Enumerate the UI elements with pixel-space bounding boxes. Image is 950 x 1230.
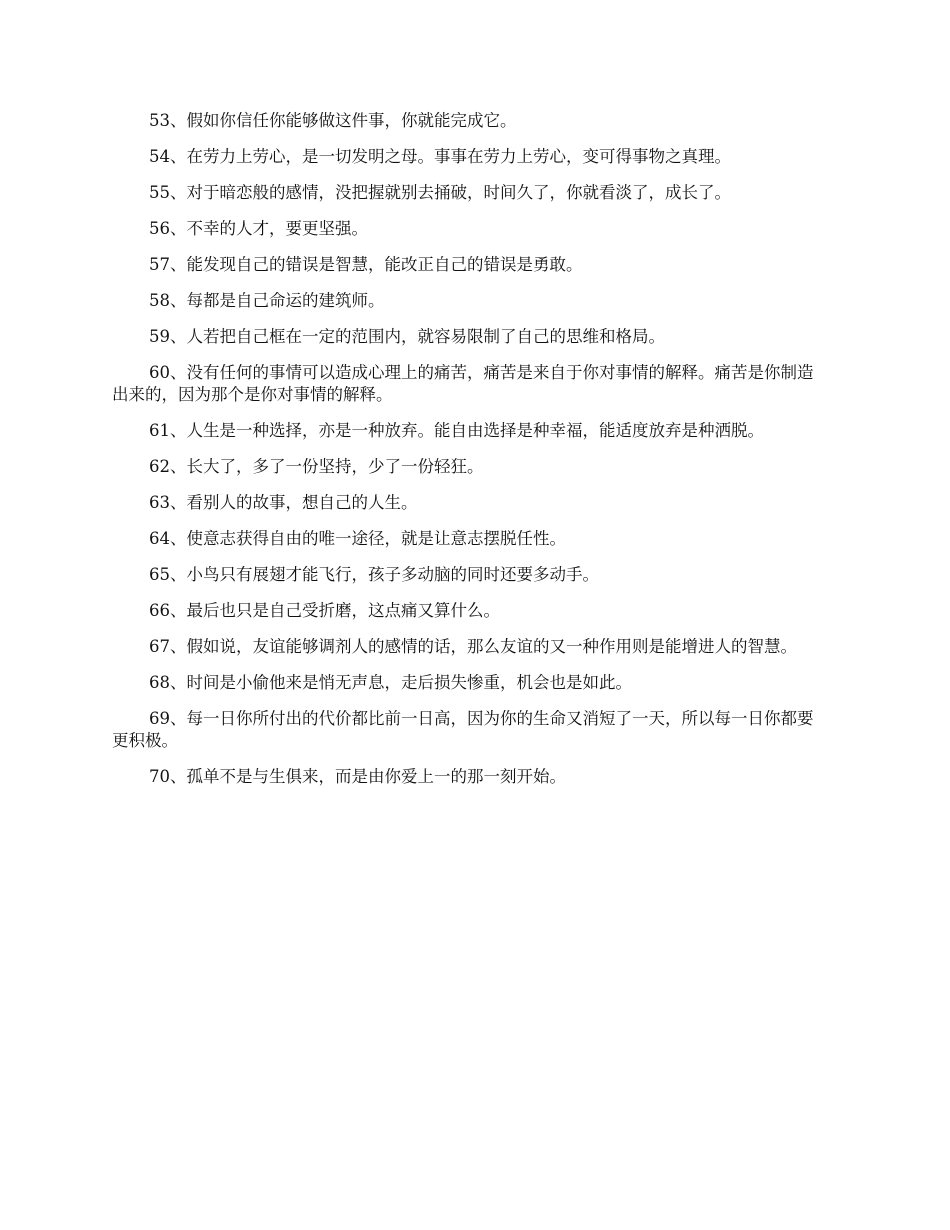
paragraph-60: 60、没有任何的事情可以造成心理上的痛苦，痛苦是来自于你对事情的解释。痛苦是你制造出来的，因为那个是你对事情的解释。 [112,363,814,404]
paragraph-55: 55、对于暗恋般的感情，没把握就别去捅破，时间久了，你就看淡了，成长了。 [149,183,731,202]
paragraph-70: 70、孤单不是与生俱来，而是由你爱上一的那一刻开始。 [149,767,566,786]
paragraph-59: 59、人若把自己框在一定的范围内，就容易限制了自己的思维和格局。 [149,327,665,346]
paragraph-54: 54、在劳力上劳心，是一切发明之母。事事在劳力上劳心，变可得事物之真理。 [149,147,731,166]
paragraph-63: 63、看别人的故事，想自己的人生。 [149,493,418,512]
paragraph-56: 56、不幸的人才，要更坚强。 [149,219,368,238]
paragraph-62: 62、长大了，多了一份坚持，少了一份轻狂。 [149,457,484,476]
paragraph-58: 58、每都是自己命运的建筑师。 [149,291,385,310]
paragraph-66: 66、最后也只是自己受折磨，这点痛又算什么。 [149,601,500,620]
paragraph-69: 69、每一日你所付出的代价都比前一日高，因为你的生命又消短了一天，所以每一日你都要更积极。 [112,709,814,750]
paragraph-53: 53、假如你信任你能够做这件事，你就能完成它。 [149,111,517,130]
paragraph-57: 57、能发现自己的错误是智慧，能改正自己的错误是勇敢。 [149,255,583,274]
document-body [112,110,828,802]
paragraph-65: 65、小鸟只有展翅才能飞行，孩子多动脑的同时还要多动手。 [149,565,599,584]
paragraph-68: 68、时间是小偷他来是悄无声息，走后损失惨重，机会也是如此。 [149,673,632,692]
paragraph-61: 61、人生是一种选择，亦是一种放弃。能自由选择是种幸福，能适度放弃是种洒脱。 [149,421,764,440]
paragraph-67: 67、假如说，友谊能够调剂人的感情的话，那么友谊的又一种作用则是能增进人的智慧。 [149,637,797,656]
paragraph-64: 64、使意志获得自由的唯一途径，就是让意志摆脱任性。 [149,529,566,548]
